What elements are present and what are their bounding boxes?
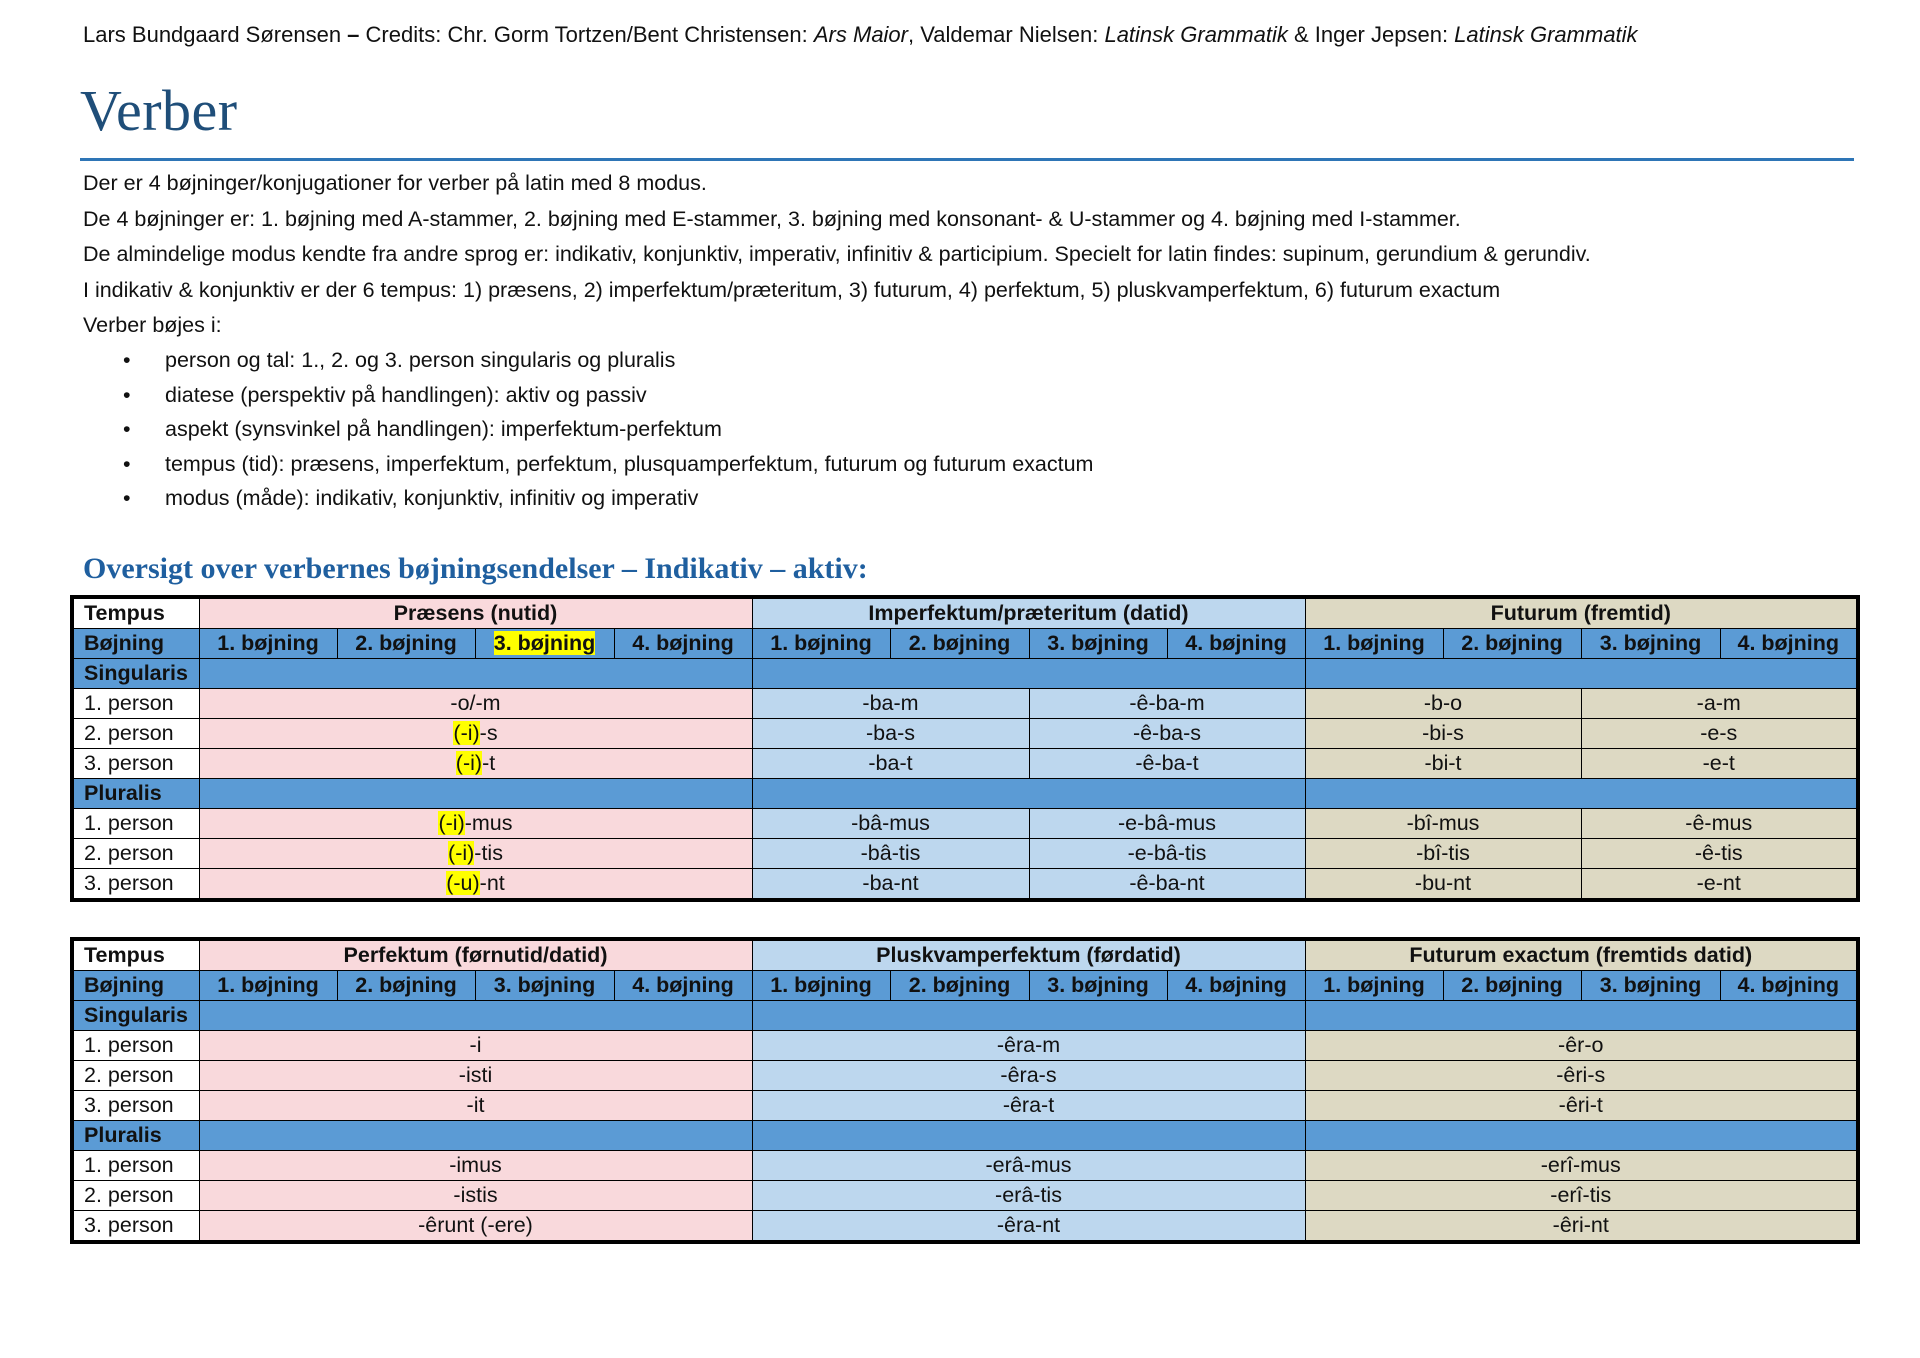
bullet-item <box>83 343 1093 378</box>
bullet-list <box>83 343 1093 516</box>
ending-cell: -êrunt (-ere) <box>199 1211 752 1243</box>
bojning-label: Bøjning <box>72 629 199 659</box>
intro-paragraph: I indikativ & konjunktiv er der 6 tempus: 1) præsens, 2) imperfektum/præteritum, 3) futurum, 4) perfektum, 5) pluskvamperfektum, 6) futurum exactum <box>83 277 1501 302</box>
conjugation-header: 1. bøjning <box>752 971 890 1001</box>
bullet-item <box>83 378 1093 413</box>
tense-header-futurum-exactum: Futurum exactum (fremtids datid) <box>1305 939 1858 971</box>
conjugation-header: 1. bøjning <box>752 629 890 659</box>
credits-source-3: & Inger Jepsen: <box>1287 22 1455 47</box>
ending-cell: -bâ-mus <box>752 809 1029 839</box>
credits-book-3: Latinsk Grammatik <box>1454 22 1638 47</box>
band-cell <box>199 659 752 689</box>
ending-cell <box>199 689 752 719</box>
person-label: 3. person <box>72 1091 199 1121</box>
ending-cell: -erî-tis <box>1305 1181 1858 1211</box>
ending-cell: -êri-t <box>1305 1091 1858 1121</box>
ending-cell <box>199 869 752 901</box>
conjugation-header: 3. bøjning <box>1029 629 1167 659</box>
bojning-row <box>72 971 1858 1001</box>
conjugation-header: 2. bøjning <box>890 971 1029 1001</box>
ending-cell: -ê-ba-s <box>1029 719 1305 749</box>
ending-cell: -b-o <box>1305 689 1581 719</box>
bullet-item <box>83 447 1093 482</box>
table-row <box>72 809 1858 839</box>
ending-text: -nt <box>479 871 505 895</box>
pluralis-row <box>72 779 1858 809</box>
bullet-item <box>83 412 1093 447</box>
person-label: 2. person <box>72 1181 199 1211</box>
ending-cell: -êra-m <box>752 1031 1305 1061</box>
bullet-text: diatese (perspektiv på handlingen): aktiv og passiv <box>165 382 647 407</box>
ending-cell: -êri-s <box>1305 1061 1858 1091</box>
ending-cell: -e-s <box>1581 719 1858 749</box>
ending-cell: -êra-nt <box>752 1211 1305 1243</box>
ending-cell: -ê-mus <box>1581 809 1858 839</box>
ending-cell: -êri-nt <box>1305 1211 1858 1243</box>
pluralis-label: Pluralis <box>72 779 199 809</box>
bullet-icon: • <box>123 382 131 407</box>
bullet-icon: • <box>123 348 131 372</box>
table-row <box>72 689 1858 719</box>
intro-paragraph: De 4 bøjninger er: 1. bøjning med A-stammer, 2. bøjning med E-stammer, 3. bøjning med konsonant- & U-stammer og 4. bøjning med I-stammer. <box>83 206 1461 231</box>
conjugation-header: 2. bøjning <box>890 629 1029 659</box>
ending-cell: -it <box>199 1091 752 1121</box>
conjugation-header: 1. bøjning <box>199 629 337 659</box>
band-cell <box>1305 1001 1858 1031</box>
credits-label: Credits: <box>365 22 448 47</box>
tempus-label: Tempus <box>72 939 199 971</box>
bojning-row <box>72 629 1858 659</box>
tempus-row <box>72 939 1858 971</box>
ending-cell: -ê-tis <box>1581 839 1858 869</box>
ending-cell: -erâ-tis <box>752 1181 1305 1211</box>
ending-cell: -ba-m <box>752 689 1029 719</box>
highlight-marker: (-i) <box>438 811 465 835</box>
band-cell <box>1305 779 1858 809</box>
band-cell <box>199 1121 752 1151</box>
bullet-icon: • <box>123 417 131 441</box>
singularis-label: Singularis <box>72 1001 199 1031</box>
band-cell <box>752 779 1305 809</box>
bullet-icon: • <box>123 451 131 476</box>
band-cell <box>752 1121 1305 1151</box>
page-title: Verber <box>80 78 238 143</box>
pluralis-row <box>72 1121 1858 1151</box>
conjugation-header-highlighted <box>475 629 614 659</box>
table-row <box>72 1031 1858 1061</box>
pluralis-label: Pluralis <box>72 1121 199 1151</box>
highlight-marker: (-i) <box>448 841 475 865</box>
table-row <box>72 839 1858 869</box>
ending-cell <box>199 749 752 779</box>
person-label: 2. person <box>72 719 199 749</box>
conjugation-header: 4. bøjning <box>1167 971 1305 1001</box>
ending-text: -s <box>479 721 498 745</box>
ending-cell: -bî-mus <box>1305 809 1581 839</box>
tense-header-perfektum: Perfektum (førnutid/datid) <box>199 939 752 971</box>
title-underline <box>80 158 1854 161</box>
author-name: Lars Bundgaard Sørensen <box>83 22 342 47</box>
band-cell <box>752 1001 1305 1031</box>
ending-cell: -ba-nt <box>752 869 1029 901</box>
singularis-row <box>72 659 1858 689</box>
conjugation-header: 4. bøjning <box>614 971 752 1001</box>
ending-cell: -e-t <box>1581 749 1858 779</box>
credits-separator: – <box>341 22 366 47</box>
tempus-label: Tempus <box>72 597 199 629</box>
person-label: 1. person <box>72 689 199 719</box>
band-cell <box>199 779 752 809</box>
ending-cell <box>199 719 752 749</box>
conjugation-header: 2. bøjning <box>1443 629 1581 659</box>
conjugation-header: 3. bøjning <box>1581 971 1720 1001</box>
singularis-row <box>72 1001 1858 1031</box>
conjugation-header: 2. bøjning <box>337 971 475 1001</box>
ending-cell: -bi-t <box>1305 749 1581 779</box>
intro-paragraph: Der er 4 bøjninger/konjugationer for verber på latin med 8 modus. <box>83 171 707 195</box>
credits-book-2: Latinsk Grammatik <box>1104 22 1288 47</box>
intro-paragraph: Verber bøjes i: <box>83 313 222 337</box>
section-heading: Oversigt over verbernes bøjningsendelser – Indikativ – aktiv: <box>83 552 868 585</box>
bullet-text: aspekt (synsvinkel på handlingen): imperfektum-perfektum <box>165 417 722 441</box>
ending-cell: -ê-ba-nt <box>1029 869 1305 901</box>
band-cell <box>1305 659 1858 689</box>
ending-cell: -istis <box>199 1181 752 1211</box>
table-row <box>72 1151 1858 1181</box>
ending-cell: -ba-s <box>752 719 1029 749</box>
bullet-icon: • <box>123 486 131 510</box>
person-label: 3. person <box>72 1211 199 1243</box>
ending-cell: -e-bâ-mus <box>1029 809 1305 839</box>
table-row <box>72 719 1858 749</box>
credits-line <box>83 22 1638 48</box>
band-cell <box>1305 1121 1858 1151</box>
ending-cell: -ba-t <box>752 749 1029 779</box>
credits-source-2: , Valdemar Nielsen: <box>908 22 1105 47</box>
person-label: 3. person <box>72 749 199 779</box>
ending-cell: -isti <box>199 1061 752 1091</box>
ending-text: -tis <box>474 841 503 865</box>
tense-header-praesens: Præsens (nutid) <box>199 597 752 629</box>
person-label: 2. person <box>72 1061 199 1091</box>
bullet-text: person og tal: 1., 2. og 3. person singularis og pluralis <box>165 348 676 372</box>
bullet-item <box>83 481 1093 516</box>
ending-cell: -erî-mus <box>1305 1151 1858 1181</box>
conjugation-header: 3. bøjning <box>1029 971 1167 1001</box>
conjugation-header: 2. bøjning <box>1443 971 1581 1001</box>
conjugation-header: 1. bøjning <box>1305 629 1443 659</box>
ending-cell: -imus <box>199 1151 752 1181</box>
intro-text <box>83 166 1863 344</box>
ending-cell: -êra-s <box>752 1061 1305 1091</box>
band-cell <box>199 1001 752 1031</box>
conjugation-header: 3. bøjning <box>475 971 614 1001</box>
conjugation-header: 3. bøjning <box>1581 629 1720 659</box>
highlight-marker: (-u) <box>446 871 480 895</box>
conjugation-header: 4. bøjning <box>614 629 752 659</box>
ending-cell: -êr-o <box>1305 1031 1858 1061</box>
ending-cell: -ê-ba-m <box>1029 689 1305 719</box>
conjugation-header: 1. bøjning <box>199 971 337 1001</box>
ending-text: -o/-m <box>450 691 501 715</box>
person-label: 1. person <box>72 809 199 839</box>
bojning-label: Bøjning <box>72 971 199 1001</box>
table-row <box>72 1061 1858 1091</box>
conjugation-header: 1. bøjning <box>1305 971 1443 1001</box>
conjugation-table-1 <box>70 595 1860 902</box>
person-label: 3. person <box>72 869 199 901</box>
table-row <box>72 1091 1858 1121</box>
singularis-label: Singularis <box>72 659 199 689</box>
ending-cell: -erâ-mus <box>752 1151 1305 1181</box>
conjugation-header: 2. bøjning <box>337 629 475 659</box>
ending-cell: -i <box>199 1031 752 1061</box>
ending-cell: -ê-ba-t <box>1029 749 1305 779</box>
credits-book-1: Ars Maior <box>813 22 908 47</box>
ending-text: -t <box>482 751 496 775</box>
ending-cell: -êra-t <box>752 1091 1305 1121</box>
table-row <box>72 1211 1858 1243</box>
highlight-marker: (-i) <box>455 751 483 775</box>
table-row <box>72 869 1858 901</box>
person-label: 1. person <box>72 1151 199 1181</box>
ending-cell: -e-nt <box>1581 869 1858 901</box>
conjugation-header: 4. bøjning <box>1720 971 1858 1001</box>
conjugation-header: 4. bøjning <box>1167 629 1305 659</box>
tense-header-imperfektum: Imperfektum/præteritum (datid) <box>752 597 1305 629</box>
bullet-text: tempus (tid): præsens, imperfektum, perfektum, plusquamperfektum, futurum og futurum exactum <box>165 451 1094 476</box>
ending-cell <box>199 809 752 839</box>
tense-header-futurum: Futurum (fremtid) <box>1305 597 1858 629</box>
highlight-marker: 3. bøjning <box>493 631 596 655</box>
highlight-marker: (-i) <box>453 721 480 745</box>
tense-header-pluskvamperfektum: Pluskvamperfektum (førdatid) <box>752 939 1305 971</box>
credits-source-1: Chr. Gorm Tortzen/Bent Christensen: <box>447 22 814 47</box>
bullet-text: modus (måde): indikativ, konjunktiv, infinitiv og imperativ <box>165 486 699 510</box>
conjugation-table-2 <box>70 937 1860 1244</box>
tempus-row <box>72 597 1858 629</box>
person-label: 2. person <box>72 839 199 869</box>
ending-cell: -bâ-tis <box>752 839 1029 869</box>
table-row <box>72 749 1858 779</box>
band-cell <box>752 659 1305 689</box>
conjugation-header: 4. bøjning <box>1720 629 1858 659</box>
person-label: 1. person <box>72 1031 199 1061</box>
ending-cell: -e-bâ-tis <box>1029 839 1305 869</box>
ending-cell: -bi-s <box>1305 719 1581 749</box>
intro-paragraph: De almindelige modus kendte fra andre sprog er: indikativ, konjunktiv, imperativ, infinitiv & participium. Specielt for latin findes: supinum, gerundium & gerundiv. <box>83 242 1591 266</box>
ending-cell: -a-m <box>1581 689 1858 719</box>
ending-cell: -bu-nt <box>1305 869 1581 901</box>
table-row <box>72 1181 1858 1211</box>
ending-cell <box>199 839 752 869</box>
ending-text: -mus <box>464 811 513 835</box>
ending-cell: -bî-tis <box>1305 839 1581 869</box>
